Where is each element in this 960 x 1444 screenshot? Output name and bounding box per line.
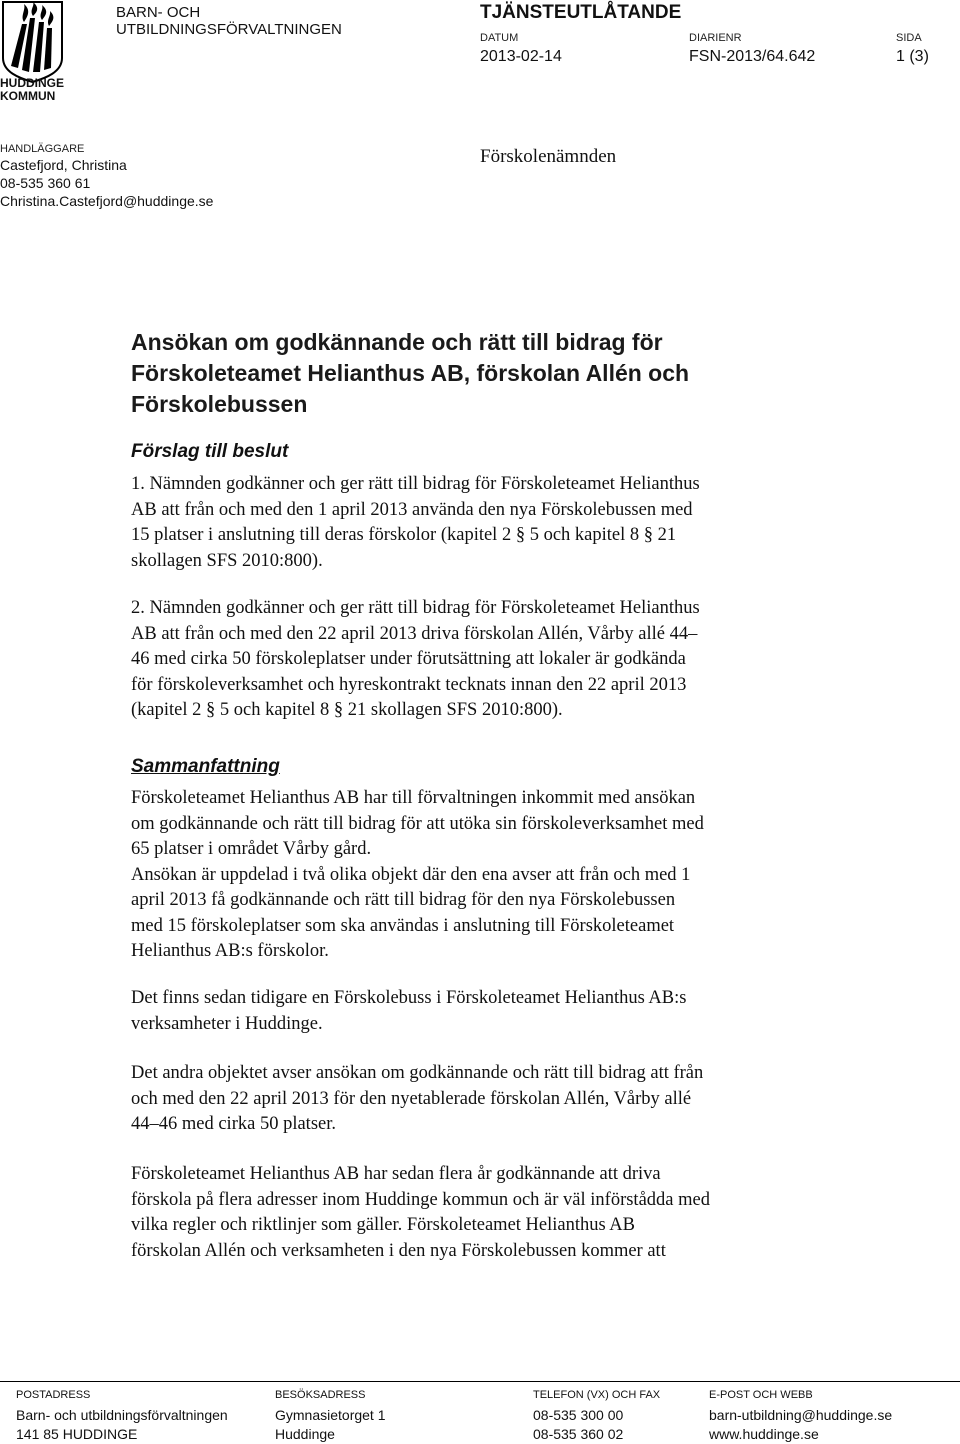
footer-phone-fax (533, 1388, 660, 1444)
proposal-item-2 (131, 596, 821, 724)
footer-value: Huddinge (275, 1426, 335, 1442)
summary-paragraph-1 (131, 786, 821, 965)
title-line: Ansökan om godkännande och rätt till bidrag för (131, 329, 663, 355)
recipient: Förskolenämnden (480, 146, 617, 167)
footer-postal-address (16, 1388, 228, 1444)
text-line: om godkännande och rätt till bidrag för att utöka sin förskoleverksamhet med (131, 813, 704, 834)
summary-paragraph-2 (131, 986, 821, 1037)
summary-paragraph-4 (131, 1162, 821, 1264)
title-line: Förskolebussen (131, 391, 308, 417)
text-line: 2. Nämnden godkänner och ger rätt till bidrag för Förskoleteamet Helianthus (131, 598, 700, 618)
text-line: Det andra objektet avser ansökan om godkännande och rätt till bidrag att från (131, 1063, 704, 1083)
text-line: AB att från och med den 22 april 2013 driva förskolan Allén, Vårby allé 44– (131, 623, 698, 644)
text-line: 15 platser i anslutning till deras förskolor (kapitel 2 § 5 och kapitel 8 § 21 (131, 525, 677, 545)
reference-label: DIARIENR (689, 32, 742, 44)
text-line: och med den 22 april 2013 för den nyetablerade förskolan Allén, Vårby allé (131, 1088, 692, 1109)
paragraph-text (131, 1162, 821, 1264)
handler-label: HANDLÄGGARE (0, 143, 85, 155)
proposal-item-text (131, 596, 821, 724)
text-line: vilka regler och riktlinjer som gäller. Förskoleteamet Helianthus AB (131, 1215, 636, 1235)
footer-value: 08-535 360 02 (533, 1426, 624, 1442)
footer-label: E-POST OCH WEBB (709, 1389, 813, 1401)
text-line: Det finns sedan tidigare en Förskolebuss i Förskoleteamet Helianthus AB:s (131, 988, 687, 1008)
proposal-item-text (131, 472, 821, 574)
date-label: DATUM (480, 32, 519, 44)
footer-value: 141 85 HUDDINGE (16, 1426, 138, 1442)
text-line: förskola på flera adresser inom Huddinge kommun och är väl införstådda med (131, 1189, 710, 1210)
page-number: 1 (3) (896, 48, 929, 65)
document-type: TJÄNSTEUTLÅTANDE (480, 2, 682, 23)
department-line1: BARN- OCH (116, 4, 201, 21)
footer-web-link[interactable]: www.huddinge.se (709, 1426, 819, 1442)
logo-text-line2: KOMMUN (0, 89, 56, 103)
handler-name: Castefjord, Christina (0, 157, 127, 173)
text-line: med 15 förskoleplatser som ska användas i anslutning till Förskoleteamet (131, 915, 675, 936)
title-text (131, 327, 821, 420)
text-line: 1. Nämnden godkänner och ger rätt till bidrag för Förskoleteamet Helianthus (131, 474, 700, 494)
text-line: förskolan Allén och verksamheten i den nya Förskolebussen kommer att (131, 1240, 666, 1261)
handler-block (0, 142, 213, 210)
footer-divider (0, 1381, 960, 1382)
text-line: Förskoleteamet Helianthus AB har sedan flera år godkännande att driva (131, 1164, 661, 1184)
proposal-item-1 (131, 472, 821, 574)
department-name (116, 4, 342, 38)
summary-paragraph-3 (131, 1061, 821, 1138)
paragraph-text (131, 986, 821, 1037)
footer-label: BESÖKSADRESS (275, 1389, 366, 1401)
huddinge-logo (0, 0, 66, 104)
title-line: Förskoleteamet Helianthus AB, förskolan Allén och (131, 360, 690, 386)
text-line: 65 platser i området Vårby gård. (131, 839, 372, 859)
text-line: för förskoleverksamhet och hyreskontrakt tecknats innan den 22 april 2013 (131, 674, 687, 695)
footer-label: TELEFON (VX) OCH FAX (533, 1389, 661, 1401)
page-label: SIDA (896, 32, 922, 44)
department-line2: UTBILDNINGSFÖRVALTNINGEN (116, 21, 342, 38)
text-line: april 2013 få godkännande och rätt till bidrag för den nya Förskolebussen (131, 890, 676, 910)
footer-value: 08-535 300 00 (533, 1407, 624, 1423)
text-line: 44–46 med cirka 50 platser. (131, 1114, 336, 1134)
text-line: Ansökan är uppdelad i två olika objekt där den ena avser att från och med 1 (131, 864, 691, 885)
handler-phone: 08-535 360 61 (0, 175, 91, 191)
paragraph-text (131, 786, 821, 965)
summary-heading: Sammanfattning (131, 756, 280, 777)
document-title (131, 327, 821, 420)
text-line: skollagen SFS 2010:800). (131, 550, 323, 571)
reference-number: FSN-2013/64.642 (689, 48, 816, 65)
date-value: 2013-02-14 (480, 48, 562, 65)
footer-value: Barn- och utbildningsförvaltningen (16, 1407, 228, 1423)
logo-text-line1: HUDDINGE (0, 76, 65, 90)
proposal-heading: Förslag till beslut (131, 441, 289, 462)
text-line: (kapitel 2 § 5 och kapitel 8 § 21 skollagen SFS 2010:800). (131, 700, 563, 720)
text-line: verksamheter i Huddinge. (131, 1013, 323, 1034)
footer-email-link[interactable]: barn-utbildning@huddinge.se (709, 1407, 893, 1423)
paragraph-text (131, 1061, 821, 1138)
text-line: AB att från och med den 1 april 2013 använda den nya Förskolebussen med (131, 499, 693, 520)
footer-value: Gymnasietorget 1 (275, 1407, 386, 1423)
footer-label: POSTADRESS (16, 1389, 91, 1401)
handler-email: Christina.Castefjord@huddinge.se (0, 193, 214, 209)
footer-visiting-address (275, 1388, 386, 1444)
text-line: Helianthus AB:s förskolor. (131, 941, 329, 961)
footer-email-web (709, 1388, 892, 1444)
text-line: 46 med cirka 50 förskoleplatser under förutsättning att lokaler är godkända (131, 649, 686, 669)
text-line: Förskoleteamet Helianthus AB har till förvaltningen inkommit med ansökan (131, 788, 696, 808)
